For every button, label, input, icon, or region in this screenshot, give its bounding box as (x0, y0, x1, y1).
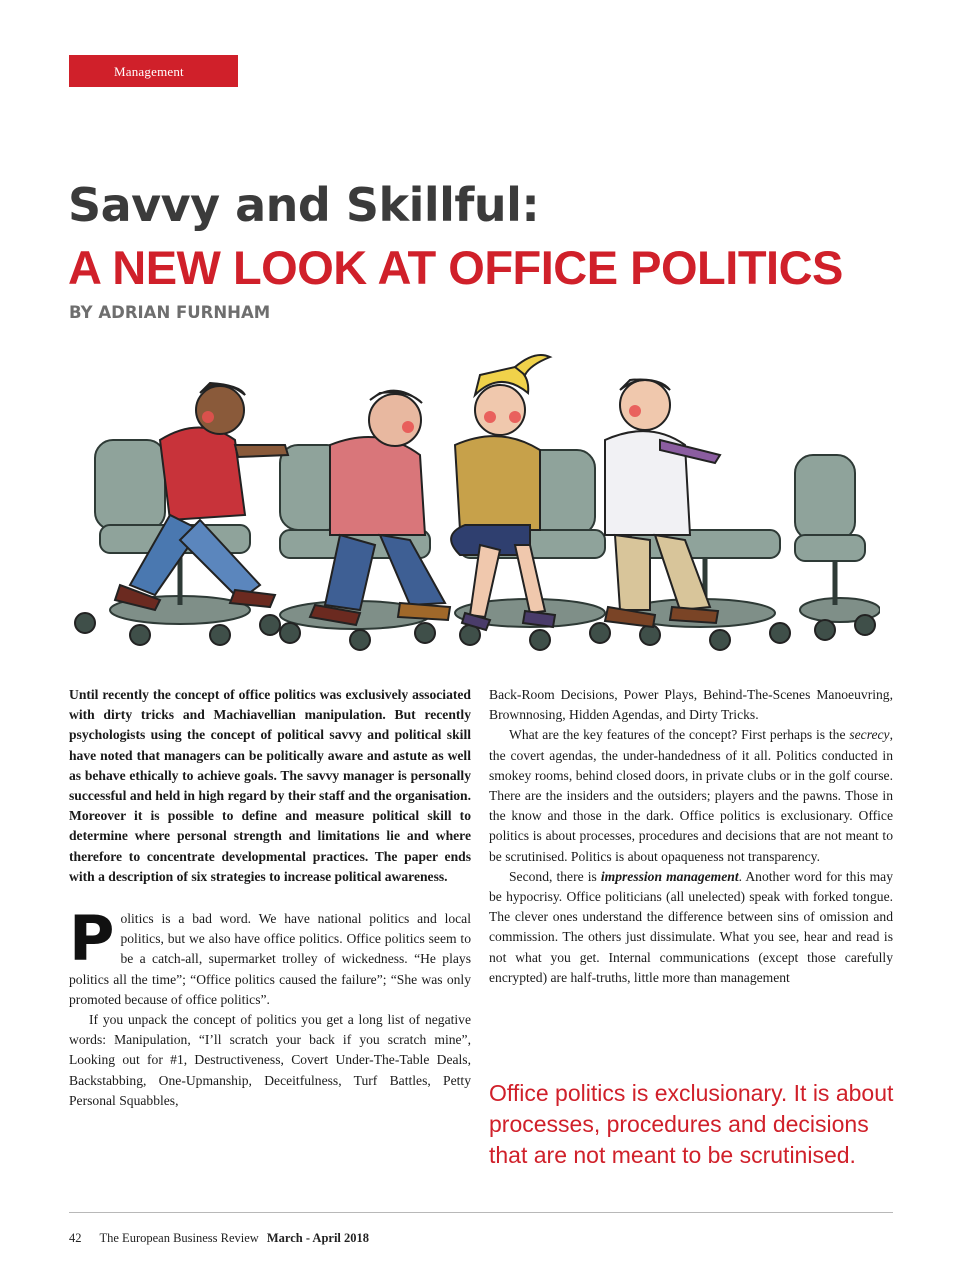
paragraph-text: What are the key features of the concept? First perhaps is the (509, 727, 850, 743)
publication-name: The European Business Review (99, 1231, 259, 1245)
office-chairs-illustration (60, 345, 880, 660)
byline: BY ADRIAN FURNHAM (69, 303, 271, 322)
standfirst: Until recently the concept of office politics was exclusively associated with dirty tricks and Machiavellian manipulation. But recently psychologists using the concept of political savvy and political skill have noted that managers can be politically aware and astute as well as behave ethically to achieve goals. The savvy manager is personally successful and held in high regard by their staff and the organisation. Moreover it is possible to define and measure political skill to determine where personal strength and limitations lie and where therefore to concentrate developmental practices. The paper ends with a description of six strategies to increase political awareness. (69, 687, 471, 884)
body-paragraph: If you unpack the concept of politics you get a long list of negative words: Manipulation, “I’ll scratch your back if you scratch mine”, Looking out for #1, Destructiveness, Covert Under-The-Table Deals, Backstabbing, One-Upmanship, Deceitfulness, Turf Battles, Petty Personal Squabbles, (69, 1012, 471, 1108)
body-paragraph: Back-Room Decisions, Power Plays, Behind-The-Scenes Manoeuvring, Brownnosing, Hidden Agendas, and Dirty Tricks. (489, 687, 893, 723)
page-footer (69, 1231, 369, 1246)
right-column (489, 685, 893, 988)
pull-quote: Office politics is exclusionary. It is about processes, procedures and decisions that are not meant to be scrutinised. (489, 1080, 894, 1168)
paragraph-text: , the covert agendas, the under-handedness of it all. Politics conducted in smokey rooms, behind closed doors, in private clubs or in the golf course. There are the insiders and the outsiders; players and the pawns. Those in the know and those in the dark. Office politics is exclusionary. Office politics is about processes, procedures and decisions that are not meant to be scrutinised. Politics is about opaqueness not transparency. (489, 727, 893, 864)
paragraph-text: Second, there is (509, 868, 601, 884)
left-column (69, 685, 471, 1111)
body-paragraph (489, 725, 893, 866)
emphasis-secrecy: secrecy (849, 727, 890, 743)
section-tag: Management (69, 55, 238, 87)
paragraph-text: . Another word for this may be hypocrisy. Office politicians (all unelected) speak with forked tongue. The clever ones understand the difference between sins of omission and commission. The others just dissimulate. What you see, hear and read is not what you get. Internal communications (except those carefully encrypted) are half-truths, little more than management (489, 868, 893, 985)
issue-date: March - April 2018 (266, 1231, 370, 1245)
emphasis-impression-management: impression management (600, 868, 739, 884)
body-paragraph (69, 902, 471, 1010)
body-paragraph (489, 867, 893, 988)
paragraph-text: olitics is a bad word. We have national politics and local politics, but we also have office politics. Office politics seem to be a catch-all, supermarket trolley of wickedness. “He plays politics all the time”; “Office politics caused the failure”; “She was only promoted because of office politics”. (69, 911, 471, 1007)
article-title: Savvy and Skillful: (68, 178, 540, 232)
article-subtitle: A NEW LOOK AT OFFICE POLITICS (68, 241, 843, 294)
drop-cap: P (69, 902, 115, 976)
page-number: 42 (69, 1231, 82, 1245)
footer-divider (69, 1212, 893, 1213)
